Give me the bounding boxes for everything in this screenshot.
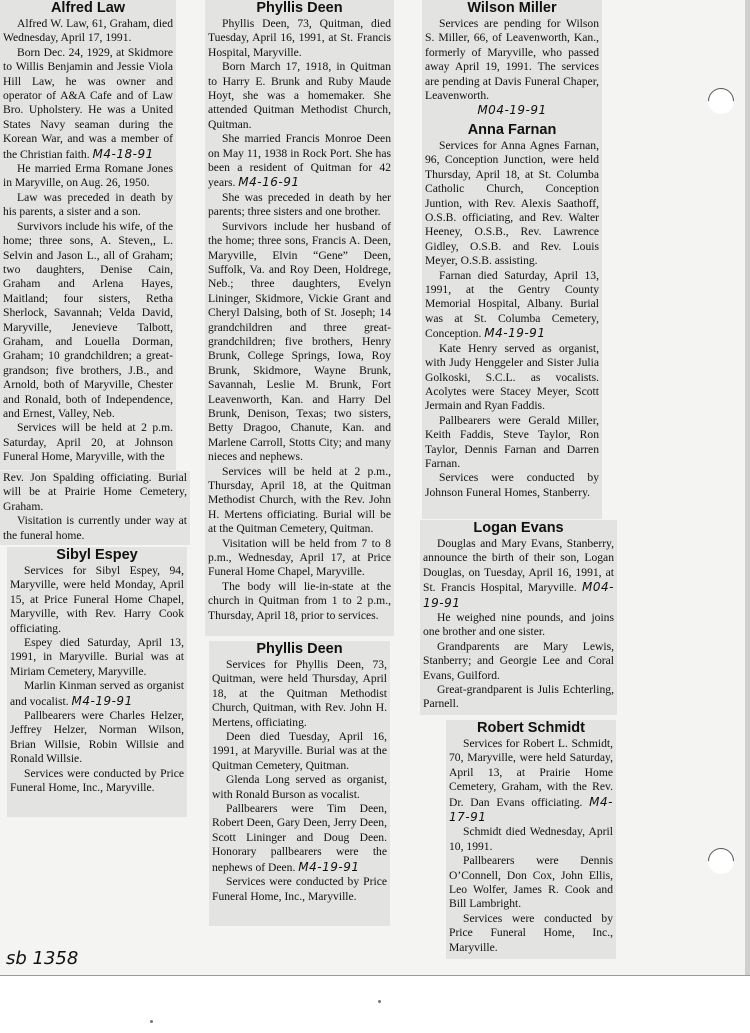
paragraph: Marlin Kinman served as organist and vocalist. M4-19-91 (10, 679, 184, 708)
paragraph: Pallbearers were Tim Deen, Robert Deen, Gary Deen, Jerry Deen, Scott Lininger and Doug Deen. Honorary pallbearers were the nephews of Deen. M4-19-91 (212, 802, 387, 874)
paragraph: Services were conducted by Price Funeral Home, Inc., Maryville. (449, 911, 613, 954)
obituary-alfred-law (0, 0, 176, 470)
paragraph: Great-grandparent is Julis Echterling, Parnell. (423, 683, 614, 711)
obituary-sibyl-espey (7, 547, 187, 817)
obituary-title: Sibyl Espey (56, 547, 138, 563)
paragraph: Born March 17, 1918, in Quitman to Harry E. Brunk and Ruby Maude Hoyt, she was a homemaker. She attended Quitman Methodist Church, Quitman. (208, 60, 391, 131)
paragraph: Survivors include his wife, of the home; three sons, A. Steven,, L. Selvin and Jason L., all of Graham; two daughters, Denise Cain, Graham and Arlena Hayes, Maitland; four sisters, Retha Sherlock, Savannah; Velda David, Maryville, Jenevieve Talbott, Graham, and Louella Dorman, Graham; 10 grandchildren; a great-grandson; five brothers, J.B., and Arnold, both of Maryville, Chester and Ronald, both of Independence, and Ernest, Valley, Neb. (3, 219, 173, 420)
paragraph: Pallbearers were Gerald Miller, Keith Faddis, Steve Taylor, Ron Taylor, Dennis Farnan and Darren Farnan. (425, 413, 599, 470)
handwritten-date: M04-19-91 (477, 103, 547, 118)
handwritten-date: M4-19-91 (298, 859, 360, 874)
obituary-title: Anna Farnan (467, 122, 557, 138)
obituary-phyllis-deen (205, 0, 394, 636)
paragraph: Services will be held at 2 p.m. Saturday, April 20, at Johnson Funeral Home, Maryville, with the (3, 421, 173, 464)
paragraph: Services will be held at 2 p.m., Thursday, April 18, at the Quitman Methodist Church, with the Rev. John H. Mertens officiating. Burial will be at the Quitman Cemetery, Quitman. (208, 464, 391, 536)
scan-speck (150, 1020, 153, 1023)
paragraph: Espey died Saturday, April 13, 1991, in Maryville. Burial was at Miriam Cemetery, Maryville. (10, 636, 184, 678)
obituary-title: Phyllis Deen (256, 641, 343, 657)
paragraph: Kate Henry served as organist, with Judy Henggeler and Sister Julia Golkoski, S.C.L. as vocalists. Acolytes were Stacey Meyer, Scott Jermain and Ryan Faddis. (425, 341, 599, 413)
scan-edge (745, 0, 750, 975)
paragraph: Farnan died Saturday, April 13, 1991, at the Gentry County Memorial Hospital, Albany. Burial was at St. Columba Cemetery, Conception. M4-19-91 (425, 268, 599, 341)
paragraph: He married Erma Romane Jones in Maryville, on Aug. 26, 1950. (3, 162, 173, 190)
obituary-title: Alfred Law (50, 0, 126, 16)
paragraph: Grandparents are Mary Lewis, Stanberry; and Georgie Lee and Coral Evans, Guilford. (423, 639, 614, 682)
paragraph: Law was preceded in death by his parents, a sister and a son. (3, 190, 173, 219)
paragraph: Services for Sibyl Espey, 94, Maryville, were held Monday, April 15, at Price Funeral Home Chapel, Maryville, with Rev. Harry Cook officiating. (10, 564, 184, 635)
handwritten-date: M4-16-91 (238, 175, 300, 190)
paragraph: Visitation will be held from 7 to 8 p.m., Wednesday, April 17, at Price Funeral Home Chapel, Maryville. (208, 536, 391, 579)
handwritten-file-code: sb 1358 (6, 948, 79, 969)
paragraph: Pallbearers were Charles Helzer, Jeffrey Helzer, Norman Wilson, Brian Willsie, Robin Willsie and Ronald Willsie. (10, 709, 184, 766)
paragraph: Services for Robert L. Schmidt, 70, Maryville, were held Saturday, April 13, at Prairie Home Cemetery, Graham, with the Rev. Dr. Dan Evans officiating. M4-17-91 (449, 737, 613, 825)
handwritten-date: M4-17-91 (449, 794, 613, 825)
handwritten-date: M4-18-91 (92, 146, 154, 161)
paragraph: Services were conducted by Price Funeral Home, Inc., Maryville. (212, 875, 387, 903)
handwritten-date: M4-19-91 (484, 326, 546, 341)
paragraph: He weighed nine pounds, and joins one brother and one sister. (423, 611, 614, 639)
paragraph: Pallbearers were Dennis O’Connell, Don Cox, John Ellis, Leo Wolfer, James R. Cook and Bill Lambright. (449, 854, 613, 911)
obituary-phyllis-deen-services (209, 641, 390, 926)
obituary-title: Robert Schmidt (477, 720, 585, 736)
paragraph: Services for Phyllis Deen, 73, Quitman, were held Thursday, April 18, at the Quitman Methodist Church, Quitman, with Rev. John H. Mertens, officiating. (212, 658, 387, 729)
paragraph: Services are pending for Wilson S. Miller, 66, of Leavenworth, Kan., formerly of Maryville, who passed away April 19, 1991. The services are pending at Davis Funeral Chaper, Leavenworth. (425, 17, 599, 103)
scan-speck (378, 1000, 381, 1003)
paragraph: Visitation is currently under way at the funeral home. (3, 514, 187, 542)
handwritten-date: M04-19-91 (423, 580, 614, 610)
paragraph: She was preceded in death by her parents; three sisters and one brother. (208, 190, 391, 219)
obituary-alfred-law-continued (0, 471, 190, 545)
paragraph: Deen died Tuesday, April 16, 1991, at Maryville. Burial was at the Quitman Cemetery, Quitman. (212, 730, 387, 772)
paragraph: Schmidt died Wednesday, April 10, 1991. (449, 825, 613, 853)
paragraph: Rev. Jon Spalding officiating. Burial will be at Prairie Home Cemetery, Graham. (3, 471, 187, 513)
paragraph: Douglas and Mary Evans, Stanberry, announce the birth of their son, Logan Douglas, on Tuesday, April 16, 1991, at St. Francis Hospital, Maryville. M04-19-91 (423, 537, 614, 610)
paragraph: She married Francis Monroe Deen on May 11, 1938 in Rock Port. She has been a resident of Quitman for 42 years. M4-16-91 (208, 132, 391, 190)
paragraph: Phyllis Deen, 73, Quitman, died Tuesday, April 16, 1991, at St. Francis Hospital, Maryville. (208, 17, 391, 59)
paragraph: Glenda Long served as organist, with Ronald Burson as vocalist. (212, 773, 387, 801)
paragraph: Services were conducted by Price Funeral Home, Inc., Maryville. (10, 766, 184, 795)
obituary-anna-farnan (422, 122, 602, 519)
handwritten-date: M4-19-91 (71, 693, 133, 708)
paragraph: Survivors include her husband of the home; three sons, Francis A. Deen, Maryville, Elvin “Gene” Deen, Suffolk, Va. and Roy Deen, Holdrege, Neb.; three daughters, Evelyn Lininger, Skidmore, Vickie Grant and Cheryl Dalsing, both of St. Joseph; 14 grandchildren and three great-grandchildren; five brothers, Henry Brunk, College Springs, Iowa, Roy Brunk, Skidmore, Wayne Brunk, Savannah, Leslie M. Brunk, Fort Leavenworth, Kan. and Harry Del Brunk, Denison, Texas; two sisters, Betty Dragoo, Chanute, Kan. and Marlene Carroll, Stotts City; and many nieces and nephews. (208, 219, 391, 464)
notice-title: Logan Evans (473, 520, 564, 536)
paragraph: The body will lie-in-state at the church in Quitman from 1 to 2 p.m., Thursday, April 18, prior to services. (208, 579, 391, 622)
obituary-title: Wilson Miller (467, 0, 557, 16)
birth-notice-logan-evans (420, 520, 617, 715)
scan-bottom-edge (0, 975, 750, 976)
obituary-title: Phyllis Deen (256, 0, 343, 16)
obituary-robert-schmidt (446, 720, 616, 959)
paragraph: Born Dec. 24, 1929, at Skidmore to Willis Benjamin and Jessie Viola Hill Law, he was owner and operator of A&A Cafe and of Law Bro. Upholstery. He was a United States Navy seaman during the Korean War, and was a member of the Christian faith. M4-18-91 (3, 45, 173, 161)
obituary-wilson-miller (422, 0, 602, 123)
paragraph: Services were conducted by Johnson Funeral Homes, Stanberry. (425, 471, 599, 499)
paragraph: Services for Anna Agnes Farnan, 96, Conception Junction, were held Thursday, April 18, at St. Columba Catholic Church, Conception Juntion, with Rev. Alexis Saathoff, O.S.B. officiating, and Rev. Walter Heeney, O.S.B., Rev. Lawrence Gidley, O.S.B. and Rev. Louis Meyer, O.S.B. assisting. (425, 139, 599, 268)
paragraph: Alfred W. Law, 61, Graham, died Wednesday, April 17, 1991. (3, 17, 173, 45)
